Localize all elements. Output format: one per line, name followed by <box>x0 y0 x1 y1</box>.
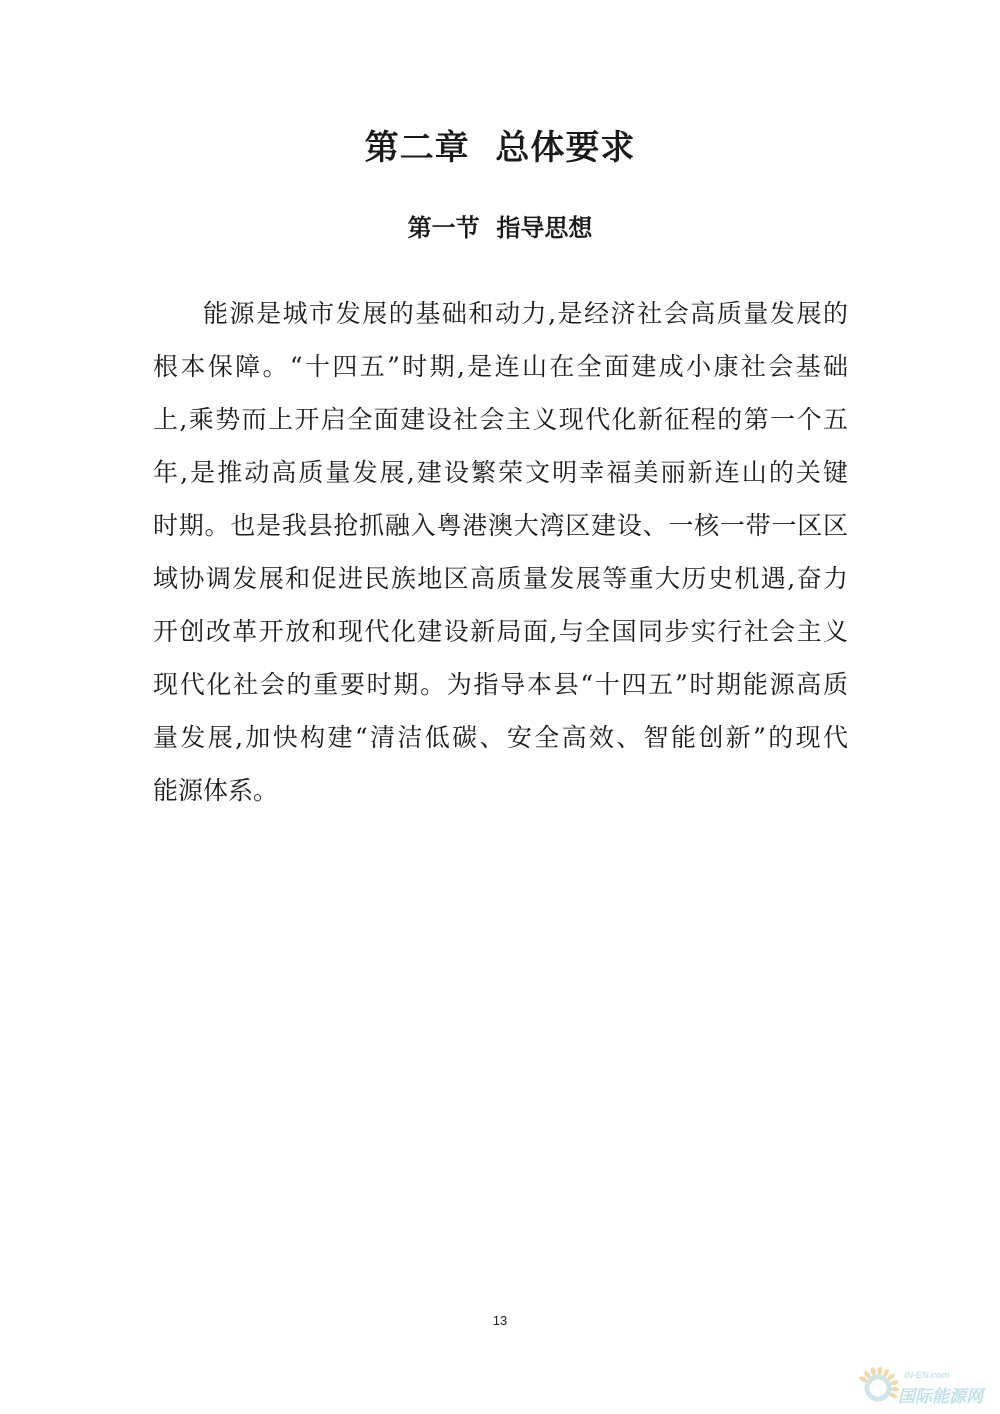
chapter-number: 第二章 <box>364 128 470 168</box>
watermark-domain: IN-EN.com <box>904 1370 950 1380</box>
chapter-title <box>0 122 1000 174</box>
chapter-name: 总体要求 <box>495 128 636 168</box>
section-title <box>0 208 1000 248</box>
paragraph-line: 能源体系。 <box>153 776 279 805</box>
section-name: 指导思想 <box>496 214 593 242</box>
paragraph-line: 域协调发展和促进民族地区高质量发展等重大历史机遇,奋力 <box>153 564 848 593</box>
paragraph-line: 根本保障。“十四五”时期,是连山在全面建成小康社会基础 <box>153 352 848 381</box>
paragraph-line: 上,乘势而上开启全面建设社会主义现代化新征程的第一个五 <box>153 405 848 434</box>
paragraph-line: 年,是推动高质量发展,建设繁荣文明幸福美丽新连山的关键 <box>153 458 848 487</box>
body-paragraph <box>153 287 848 817</box>
watermark-brand: 国际能源网 <box>898 1387 983 1407</box>
page-number: 13 <box>492 1313 508 1328</box>
section-number: 第一节 <box>407 214 480 242</box>
watermark <box>858 1364 996 1408</box>
paragraph-line: 现代化社会的重要时期。为指导本县“十四五”时期能源高质 <box>153 670 848 699</box>
paragraph-line: 量发展,加快构建“清洁低碳、安全高效、智能创新”的现代 <box>153 723 848 752</box>
paragraph-line: 时期。也是我县抢抓融入粤港澳大湾区建设、一核一带一区区 <box>153 511 848 540</box>
paragraph-line: 能源是城市发展的基础和动力,是经济社会高质量发展的 <box>203 299 848 328</box>
paragraph-line: 开创改革开放和现代化建设新局面,与全国同步实行社会主义 <box>153 617 848 646</box>
